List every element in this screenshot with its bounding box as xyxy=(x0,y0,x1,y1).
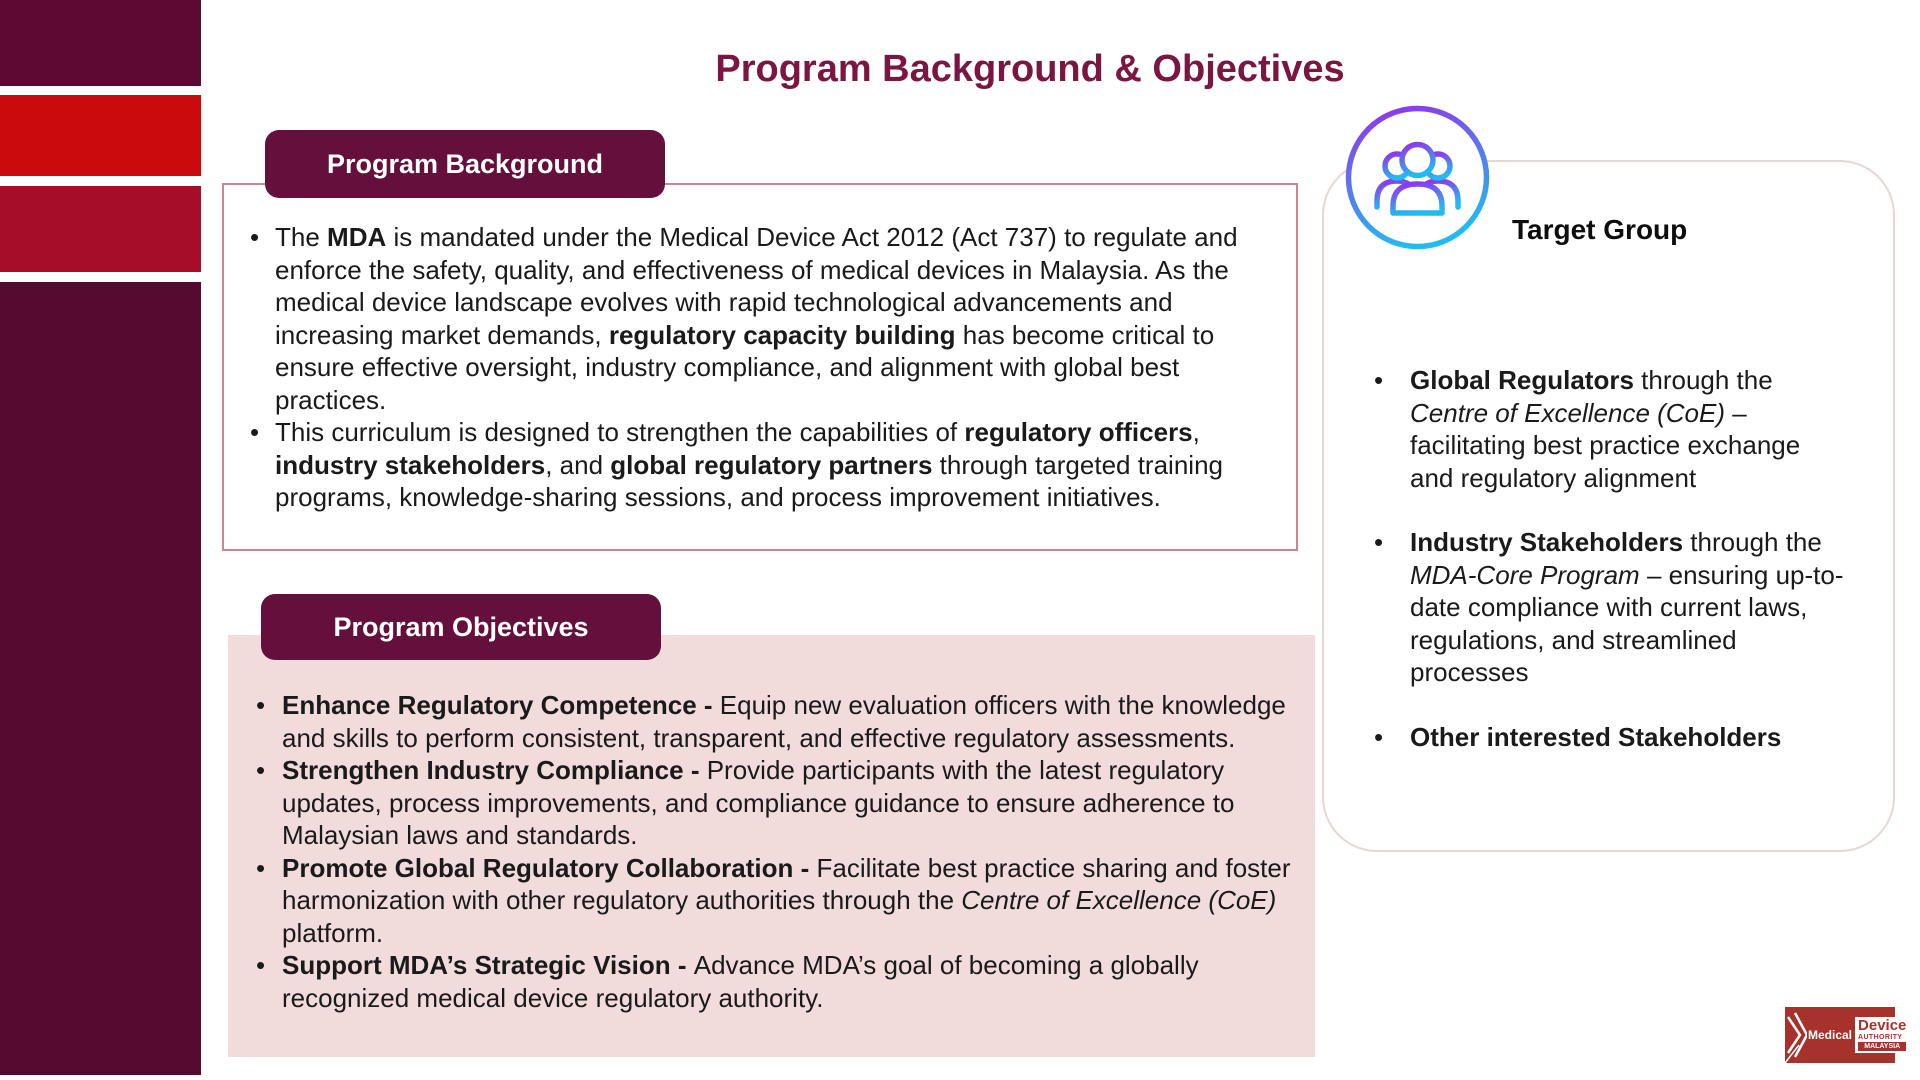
list-item xyxy=(1374,364,1848,494)
list-item-text: Enhance Regulatory Competence - Equip new evaluation officers with the knowledge and skills to perform consistent, transparent, and effective regulatory assessments. xyxy=(282,690,1286,753)
sidebar-bar-crimson xyxy=(0,186,201,272)
program-objectives-box xyxy=(228,635,1315,1057)
list-item xyxy=(248,689,1293,754)
list-item xyxy=(248,949,1293,1014)
sidebar-bar-dark-top xyxy=(0,0,201,86)
logo-chevrons-icon xyxy=(1785,1007,1807,1063)
list-item xyxy=(248,754,1293,852)
target-group-list xyxy=(1374,364,1848,785)
program-background-box xyxy=(222,183,1298,551)
list-item-text: Global Regulators through the Centre of Excellence (CoE) – facilitating best practice exchange and regulatory alignment xyxy=(1410,365,1801,493)
people-group-icon xyxy=(1345,105,1490,250)
logo-panel xyxy=(1855,1017,1909,1053)
program-objectives-badge-label: Program Objectives xyxy=(333,611,589,642)
target-group-title: Target Group xyxy=(1512,214,1688,245)
list-item-text: Other interested Stakeholders xyxy=(1410,721,1782,752)
list-item-text: Strengthen Industry Compliance - Provide participants with the latest regulatory updates, process improvements, and compliance guidance to ensure adherence to Malaysian laws and standards. xyxy=(282,755,1235,850)
program-objectives-list xyxy=(248,689,1293,1014)
list-item-text: The MDA is mandated under the Medical Device Act 2012 (Act 737) to regulate and enforce the safety, quality, and effectiveness of medical devices in Malaysia. As the medical device landscape evolves with rapid technological advancements and increasing market demands, regulatory capacity building has become critical to ensure effective oversight, industry compliance, and alignment with global best practices. xyxy=(275,222,1238,415)
list-item xyxy=(1374,526,1848,689)
logo-word-device: Device xyxy=(1858,1017,1907,1034)
logo-word-medical: Medical xyxy=(1808,1028,1853,1042)
list-item xyxy=(242,416,1270,514)
program-objectives-badge xyxy=(261,594,661,660)
target-group-card xyxy=(1322,160,1895,852)
sidebar-bar-red xyxy=(0,95,201,176)
page-title: Program Background & Objectives xyxy=(715,48,1345,90)
list-item xyxy=(248,852,1293,950)
mda-logo xyxy=(1785,1007,1907,1063)
logo-word-malaysia: MALAYSIA xyxy=(1858,1042,1906,1051)
list-item xyxy=(1374,721,1848,754)
list-item-text: Promote Global Regulatory Collaboration - Facilitate best practice sharing and foster harmonization with other regulatory authorities through the Centre of Excellence (CoE) platform. xyxy=(282,852,1291,948)
logo-word-authority: AUTHORITY xyxy=(1858,1034,1903,1041)
list-item-text: This curriculum is designed to strengthen the capabilities of regulatory officers, industry stakeholders, and global regulatory partners through targeted training programs, knowledge-sharing sessions, and process improvement initiatives. xyxy=(275,417,1223,512)
list-item-text: Industry Stakeholders through the MDA-Core Program – ensuring up-to-date compliance with current laws, regulations, and streamlined processes xyxy=(1410,527,1844,687)
sidebar-bar-dark-bottom xyxy=(0,282,201,1075)
list-item-text: Support MDA’s Strategic Vision - Advance MDA’s goal of becoming a globally recognized medical device regulatory authority. xyxy=(282,950,1199,1013)
program-background-badge-label: Program Background xyxy=(326,148,604,179)
list-item xyxy=(242,221,1270,416)
program-background-list xyxy=(242,221,1270,514)
program-background-badge xyxy=(265,130,665,198)
